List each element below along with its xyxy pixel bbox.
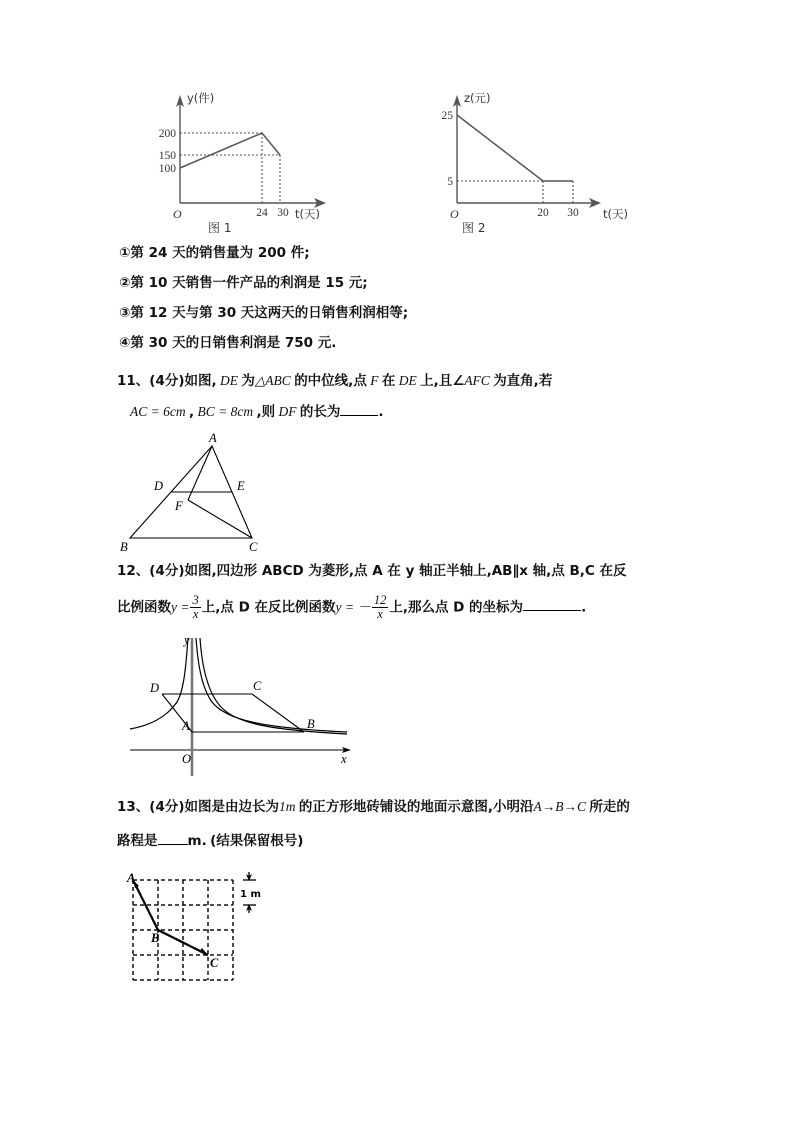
q12-y-eq-1: y =: [171, 599, 190, 615]
q11-de-1: DE: [220, 373, 239, 388]
statement-4: ④第 30 天的日销售利润是 750 元.: [119, 335, 337, 351]
q11-label-A: A: [209, 431, 217, 445]
fig2-yaxis-label: z(元): [464, 91, 491, 105]
q11-answer-blank[interactable]: [340, 402, 378, 416]
q12-text-mid: 上,点 D 在反比例函数: [201, 599, 336, 616]
q11-text-k: 为直角,若: [493, 373, 553, 389]
q12-text-line1: 如图,四边形 ABCD 为菱形,点 A 在 y 轴正半轴上,AB∥x 轴,点 B,C 在反: [184, 563, 627, 579]
q13-hint: (结果保留根号): [210, 833, 304, 849]
q13-path-abc: A→B→C: [533, 799, 587, 814]
q11-text-e: 的中位线,点: [294, 373, 367, 389]
q11-bc-value: BC = 8cm: [197, 404, 254, 419]
q12-fraction-12-over-x: [372, 594, 389, 621]
q11-point-f: F: [370, 373, 379, 388]
q11-text-i: 上,且∠: [420, 373, 465, 389]
q12-label-origin: O: [182, 752, 192, 766]
q13-tile-size: 1m: [279, 799, 296, 814]
q11-triangle-abc: △ABC: [254, 373, 291, 388]
fig2-xtick-20: 20: [537, 207, 549, 219]
figure-q11-triangle: [112, 428, 292, 552]
figure-1-chart: [140, 85, 350, 221]
q13-label-B: B: [151, 931, 160, 945]
q11-label-C: C: [249, 540, 258, 554]
statement-1: ①第 24 天的销售量为 200 件;: [119, 245, 310, 261]
fig2-xaxis-label: t(天): [603, 207, 628, 221]
fig1-ytick-150: 150: [158, 150, 176, 162]
q12-fraction-3-over-x: [190, 594, 200, 621]
fig2-origin-label: O: [450, 207, 459, 221]
q11-de-2: DE: [398, 373, 417, 388]
question-11-line-1: [117, 373, 552, 389]
q13-text-c: 的正方形地砖铺设的地面示意图,小明沿: [298, 799, 534, 815]
question-13-line-1: [117, 799, 630, 815]
fig1-xtick-30: 30: [277, 207, 289, 219]
q12-answer-blank[interactable]: [523, 597, 581, 611]
q12-text-fn: 比例函数: [117, 599, 171, 616]
fig1-ytick-100: 100: [158, 163, 176, 175]
q11-text-then: ,则: [256, 404, 276, 420]
q12-frac2-denominator: x: [372, 607, 389, 621]
q11-ac-value: AC = 6cm: [130, 404, 186, 419]
fig1-xtick-24: 24: [256, 207, 268, 219]
q12-frac1-numerator: 3: [192, 593, 199, 607]
q12-y-eq-2: y = －: [335, 599, 371, 615]
q13-text-e: 所走的: [589, 799, 630, 815]
q11-label-D: D: [154, 479, 164, 493]
question-11-line-2: [130, 402, 384, 420]
q12-marks: (4分): [149, 563, 185, 579]
q13-label-C: C: [210, 956, 219, 970]
q12-frac2-numerator: 12: [373, 593, 387, 607]
fig2-ytick-25: 25: [441, 110, 453, 122]
question-12-line-2: [117, 594, 586, 621]
q13-number: 13、: [117, 799, 150, 815]
fig1-ytick-200: 200: [158, 128, 176, 140]
q11-label-F: F: [175, 499, 183, 513]
statement-3: ③第 12 天与第 30 天这两天的日销售利润相等;: [119, 305, 409, 321]
fig2-ytick-5: 5: [447, 176, 453, 188]
q11-marks: (4分): [149, 373, 185, 389]
q12-frac1-denominator: x: [190, 607, 200, 621]
q11-period: .: [378, 404, 384, 420]
question-13-line-2: [117, 831, 303, 849]
q13-text-a: 如图是由边长为: [184, 799, 280, 815]
q13-answer-blank[interactable]: [158, 831, 188, 845]
q13-text-distance: 路程是: [117, 833, 158, 849]
q12-label-y-axis: y: [184, 633, 190, 647]
q13-marks: (4分): [149, 799, 185, 815]
q13-unit: m.: [187, 833, 207, 849]
q12-period: .: [581, 599, 587, 616]
question-12-line-1: [117, 563, 626, 579]
q11-number: 11、: [117, 373, 150, 389]
q12-label-x-axis: x: [341, 752, 347, 766]
q11-df: DF: [278, 404, 297, 419]
q12-label-C: C: [253, 679, 262, 693]
q12-text-end: 上,那么点 D 的坐标为: [389, 599, 524, 616]
fig1-yaxis-label: y(件): [187, 91, 215, 105]
fig1-xaxis-label: t(天): [295, 207, 320, 221]
q11-text-length: 的长为: [299, 404, 341, 420]
figure-2-chart: [425, 85, 640, 221]
q12-number: 12、: [117, 563, 150, 579]
q12-label-D: D: [150, 681, 160, 695]
q11-text-a: 如图,: [184, 373, 217, 389]
q11-label-B: B: [120, 540, 128, 554]
q12-label-A: A: [182, 719, 190, 733]
figure-2-caption: 图 2: [462, 221, 486, 235]
q11-angle-afc: AFC: [464, 373, 490, 388]
fig2-xtick-30: 30: [567, 207, 579, 219]
q11-comma-1: ,: [188, 404, 195, 420]
q12-label-B: B: [307, 717, 315, 731]
q13-dimension-label: 1 m: [240, 889, 261, 900]
figure-1-caption: 图 1: [208, 221, 232, 235]
figure-q13-tile-grid: [125, 872, 265, 1000]
q11-text-c: 为: [241, 373, 255, 389]
statement-2: ②第 10 天销售一件产品的利润是 15 元;: [119, 275, 368, 291]
q11-label-E: E: [237, 479, 245, 493]
q11-text-g: 在: [381, 373, 396, 389]
q13-label-A: A: [127, 871, 136, 885]
figure-q12-hyperbola: [122, 632, 362, 780]
fig1-origin-label: O: [173, 207, 182, 221]
